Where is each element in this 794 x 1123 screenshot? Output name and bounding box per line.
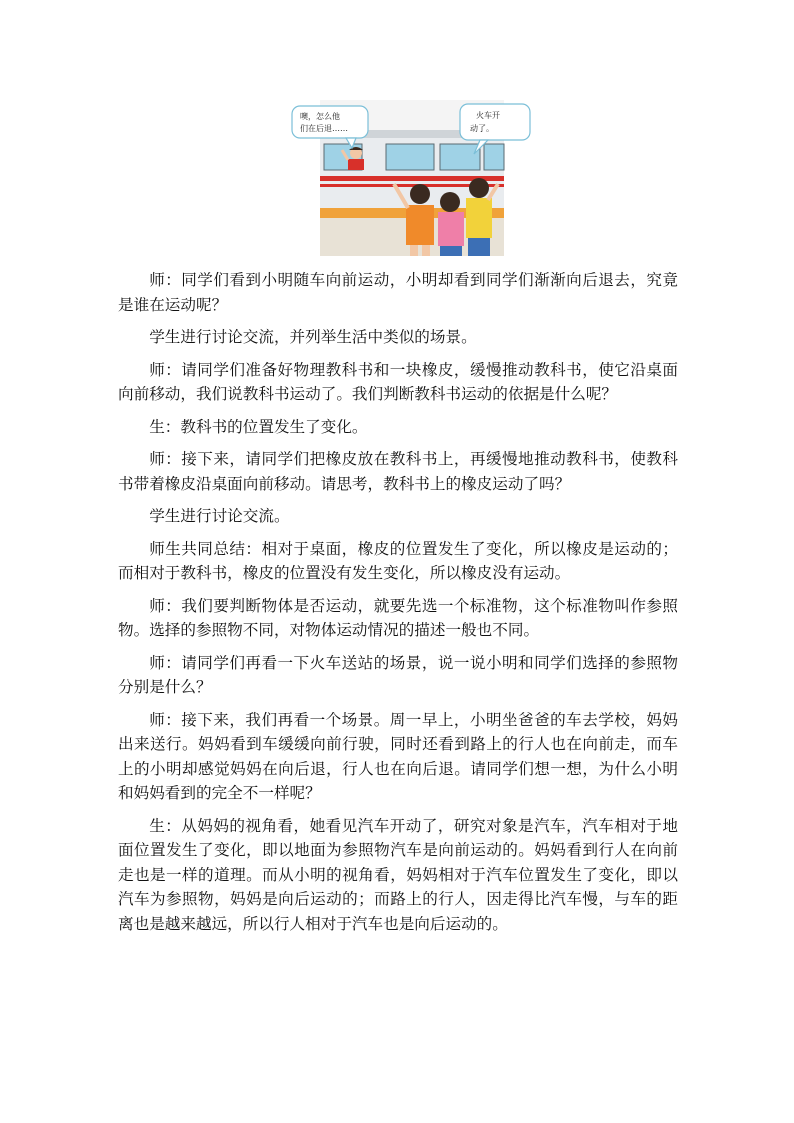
paragraph: 师生共同总结：相对于桌面，橡皮的位置发生了变化，所以橡皮是运动的；而相对于教科书，橡皮的位置没有发生变化，所以橡皮没有运动。	[118, 539, 678, 582]
paragraph: 生：教科书的位置发生了变化。	[149, 417, 368, 436]
train-window	[484, 144, 504, 170]
train-window	[386, 144, 434, 170]
body-text	[118, 268, 678, 944]
paragraph: 师：接下来，我们再看一个场景。周一早上，小明坐爸爸的车去学校，妈妈出来送行。妈妈看到车缓缓向前行驶，同时还看到路上的行人也在向前走，而车上的小明却感觉妈妈在向后退，行人也在向后退。请同学们想一想，为什么小明和妈妈看到的完全不一样呢？	[118, 710, 678, 802]
train-illustration	[290, 100, 534, 256]
paragraph: 生：从妈妈的视角看，她看见汽车开动了，研究对象是汽车，汽车相对于地面位置发生了变化，即以地面为参照物汽车是向前运动的。妈妈看到行人在向前走也是一样的道理。而从小明的视角看，妈妈相对于汽车位置发生了变化，即以汽车为参照物，妈妈是向后运动的；而路上的行人，因走得比汽车慢，与车的距离也是越来越远，所以行人相对于汽车也是向后运动的。	[118, 816, 678, 933]
paragraph: 师：同学们看到小明随车向前运动，小明却看到同学们渐渐向后退去，究竟是谁在运动呢？	[118, 271, 678, 314]
train-window	[440, 144, 480, 170]
paragraph: 师：请同学们再看一下火车送站的场景，说一说小明和同学们选择的参照物分别是什么？	[118, 653, 678, 696]
paragraph: 师：我们要判断物体是否运动，就要先选一个标准物，这个标准物叫作参照物。选择的参照物不同，对物体运动情况的描述一般也不同。	[118, 596, 678, 639]
paragraph: 学生进行讨论交流，并列举生活中类似的场景。	[149, 328, 477, 346]
paragraph: 师：接下来，请同学们把橡皮放在教科书上，再缓慢地推动教科书，使教科书带着橡皮沿桌面向前移动。请思考，教科书上的橡皮运动了吗？	[118, 450, 678, 493]
bubble-right-line1: 火车开	[476, 111, 500, 120]
bubble-left-line1: 噢，怎么他	[300, 112, 340, 121]
paragraph: 学生进行讨论交流。	[149, 507, 290, 525]
bubble-right-line2: 动了。	[470, 124, 494, 133]
bubble-left-line2: 们在后退……	[300, 124, 348, 133]
paragraph: 师：请同学们准备好物理教科书和一块橡皮，缓慢推动教科书，使它沿桌面向前移动，我们说教科书运动了。我们判断教科书运动的依据是什么呢？	[118, 360, 678, 403]
train-scene-svg	[290, 100, 534, 256]
xiaoming-shirt	[348, 159, 364, 170]
